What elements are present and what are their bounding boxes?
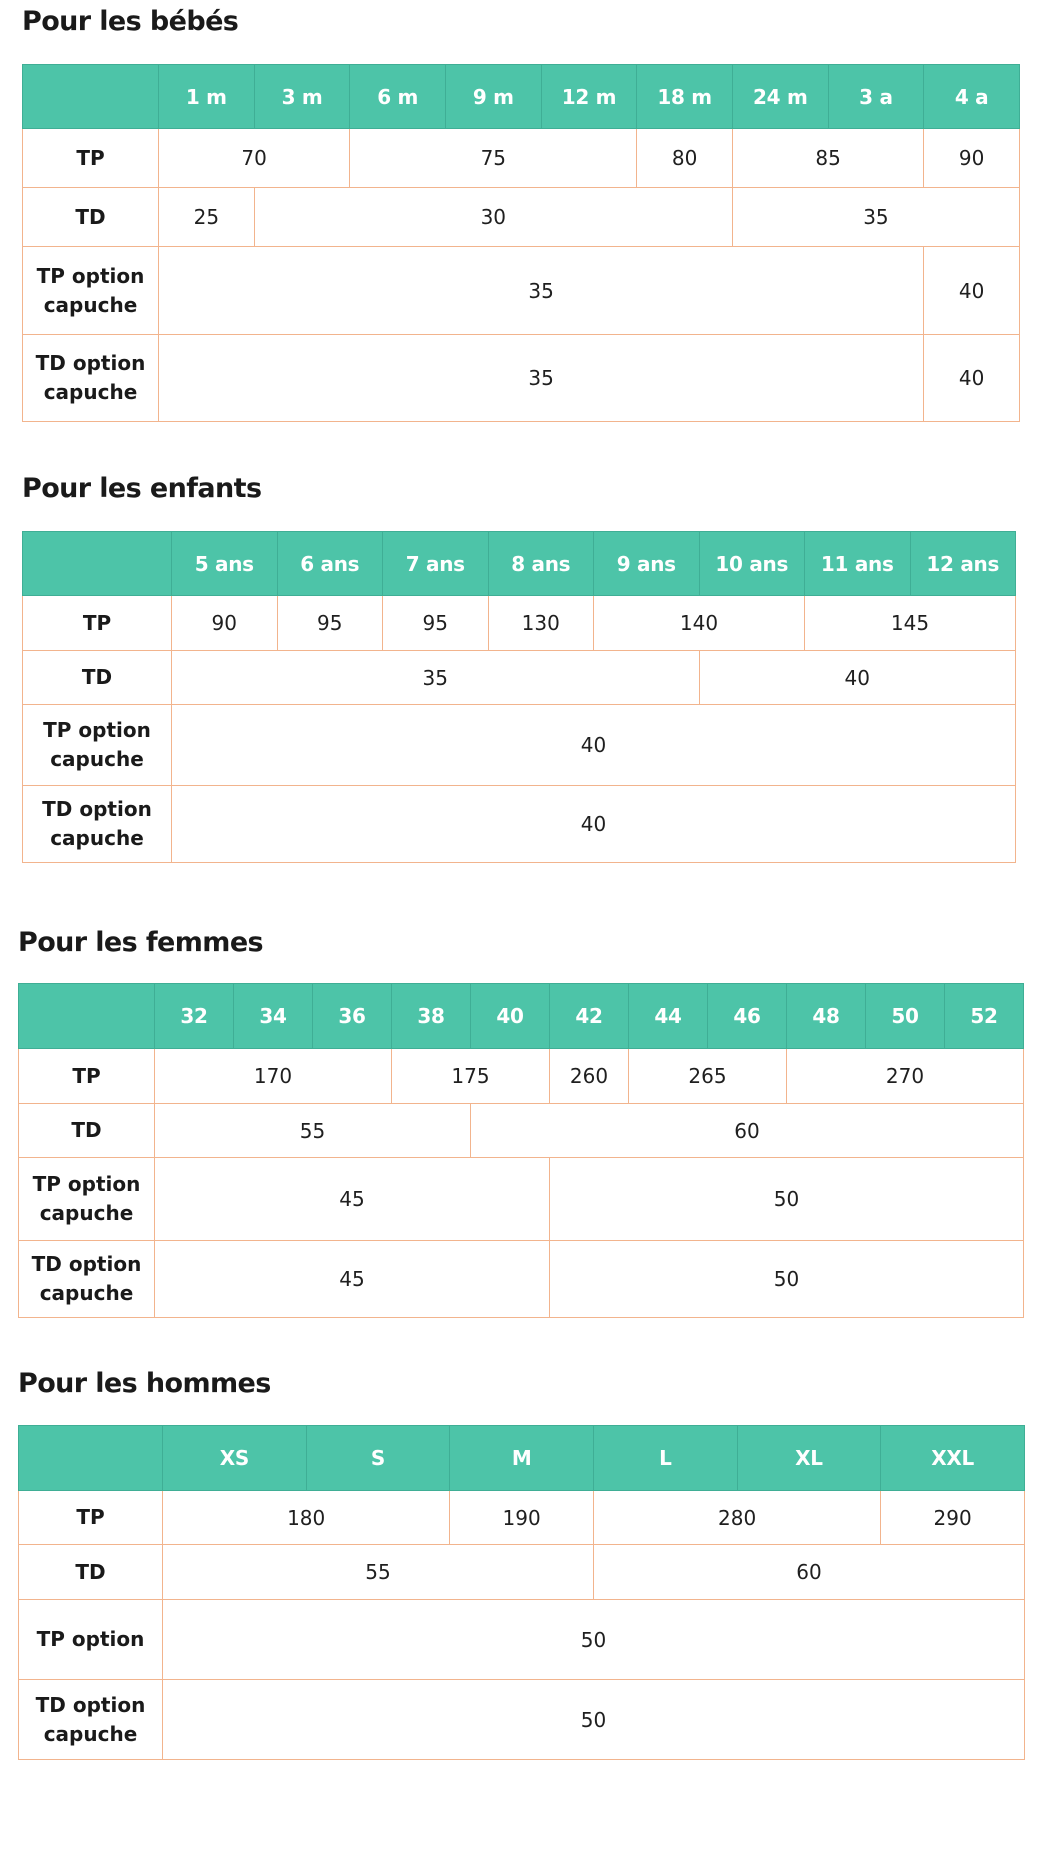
table-row: [19, 1680, 1025, 1760]
header-size: 9 ans: [594, 532, 700, 596]
table-row: [23, 596, 1016, 651]
price-cell: 40: [924, 247, 1020, 335]
header-size: 10 ans: [699, 532, 805, 596]
size-table-enfants: [22, 531, 1016, 863]
price-cell: 280: [593, 1491, 880, 1545]
row-label: TP: [23, 129, 159, 188]
header-corner: [23, 532, 172, 596]
row-label: TP option capuche: [19, 1158, 155, 1241]
table-row: [23, 335, 1020, 422]
header-size: 42: [550, 984, 629, 1049]
price-cell: 130: [488, 596, 594, 651]
price-cell: 85: [732, 129, 923, 188]
row-label: TP: [19, 1491, 163, 1545]
table-row: [19, 1049, 1024, 1104]
header-size: 40: [471, 984, 550, 1049]
header-size: 12 ans: [910, 532, 1016, 596]
table-row: [23, 786, 1016, 863]
size-table-hommes: [18, 1425, 1025, 1760]
table-row: [23, 129, 1020, 188]
table-header-row: [19, 984, 1024, 1049]
price-cell: 70: [159, 129, 350, 188]
price-cell: 90: [924, 129, 1020, 188]
header-size: 38: [392, 984, 471, 1049]
price-cell: 40: [924, 335, 1020, 422]
price-cell: 50: [163, 1600, 1025, 1680]
header-size: 6 m: [350, 65, 446, 129]
price-cell: 270: [787, 1049, 1024, 1104]
header-size: 44: [629, 984, 708, 1049]
price-cell: 55: [155, 1104, 471, 1158]
price-cell: 45: [155, 1158, 550, 1241]
row-label: TD: [23, 651, 172, 705]
price-cell: 25: [159, 188, 255, 247]
price-cell: 35: [732, 188, 1019, 247]
header-size: 36: [313, 984, 392, 1049]
section-title-bebes: Pour les bébés: [22, 6, 239, 37]
section-title-femmes: Pour les femmes: [18, 927, 264, 958]
table-row: [23, 247, 1020, 335]
price-cell: 40: [699, 651, 1016, 705]
table-row: [23, 188, 1020, 247]
header-corner: [19, 1426, 163, 1491]
table-row: [23, 705, 1016, 786]
row-label: TP option capuche: [23, 705, 172, 786]
price-cell: 60: [471, 1104, 1024, 1158]
row-label: TP: [19, 1049, 155, 1104]
price-cell: 180: [163, 1491, 450, 1545]
row-label: TD: [19, 1104, 155, 1158]
price-cell: 145: [805, 596, 1016, 651]
row-label: TD: [19, 1545, 163, 1600]
price-cell: 260: [550, 1049, 629, 1104]
header-size: XL: [737, 1426, 881, 1491]
header-size: 5 ans: [172, 532, 278, 596]
price-cell: 140: [594, 596, 805, 651]
table-header-row: [23, 65, 1020, 129]
price-cell: 60: [593, 1545, 1024, 1600]
price-cell: 45: [155, 1241, 550, 1318]
size-table-femmes: [18, 983, 1024, 1318]
row-label: TD option capuche: [19, 1680, 163, 1760]
price-cell: 35: [172, 651, 700, 705]
header-size: 7 ans: [383, 532, 489, 596]
table-row: [19, 1545, 1025, 1600]
header-size: 52: [945, 984, 1024, 1049]
price-cell: 175: [392, 1049, 550, 1104]
row-label: TD option capuche: [23, 786, 172, 863]
table-row: [23, 651, 1016, 705]
header-size: S: [306, 1426, 450, 1491]
row-label: TP: [23, 596, 172, 651]
row-label: TD: [23, 188, 159, 247]
header-size: 32: [155, 984, 234, 1049]
header-size: 3 a: [828, 65, 924, 129]
header-size: L: [593, 1426, 737, 1491]
header-size: M: [450, 1426, 594, 1491]
price-cell: 40: [172, 705, 1016, 786]
section-title-hommes: Pour les hommes: [18, 1368, 271, 1399]
price-cell: 55: [163, 1545, 594, 1600]
price-cell: 35: [159, 335, 924, 422]
header-corner: [19, 984, 155, 1049]
price-cell: 80: [637, 129, 733, 188]
price-cell: 50: [550, 1241, 1024, 1318]
header-size: 1 m: [159, 65, 255, 129]
price-cell: 170: [155, 1049, 392, 1104]
price-cell: 35: [159, 247, 924, 335]
header-size: 11 ans: [805, 532, 911, 596]
header-size: XXL: [881, 1426, 1025, 1491]
price-cell: 50: [163, 1680, 1025, 1760]
table-row: [19, 1158, 1024, 1241]
price-cell: 90: [172, 596, 278, 651]
price-cell: 30: [254, 188, 732, 247]
price-cell: 75: [350, 129, 637, 188]
header-size: 9 m: [445, 65, 541, 129]
price-cell: 190: [450, 1491, 594, 1545]
header-size: 8 ans: [488, 532, 594, 596]
section-title-enfants: Pour les enfants: [22, 473, 262, 504]
table-header-row: [19, 1426, 1025, 1491]
price-cell: 40: [172, 786, 1016, 863]
header-size: 18 m: [637, 65, 733, 129]
table-row: [19, 1104, 1024, 1158]
size-table-bebes: [22, 64, 1020, 422]
price-cell: 95: [383, 596, 489, 651]
header-size: 34: [234, 984, 313, 1049]
row-label: TP option capuche: [23, 247, 159, 335]
header-size: 3 m: [254, 65, 350, 129]
header-size: 46: [708, 984, 787, 1049]
header-size: 6 ans: [277, 532, 383, 596]
header-size: 48: [787, 984, 866, 1049]
header-size: 12 m: [541, 65, 637, 129]
price-cell: 95: [277, 596, 383, 651]
table-row: [19, 1491, 1025, 1545]
price-cell: 50: [550, 1158, 1024, 1241]
table-row: [19, 1241, 1024, 1318]
row-label: TP option: [19, 1600, 163, 1680]
price-cell: 290: [881, 1491, 1025, 1545]
table-row: [19, 1600, 1025, 1680]
header-size: 24 m: [732, 65, 828, 129]
row-label: TD option capuche: [19, 1241, 155, 1318]
header-size: 50: [866, 984, 945, 1049]
header-corner: [23, 65, 159, 129]
header-size: 4 a: [924, 65, 1020, 129]
price-cell: 265: [629, 1049, 787, 1104]
row-label: TD option capuche: [23, 335, 159, 422]
header-size: XS: [163, 1426, 307, 1491]
table-header-row: [23, 532, 1016, 596]
